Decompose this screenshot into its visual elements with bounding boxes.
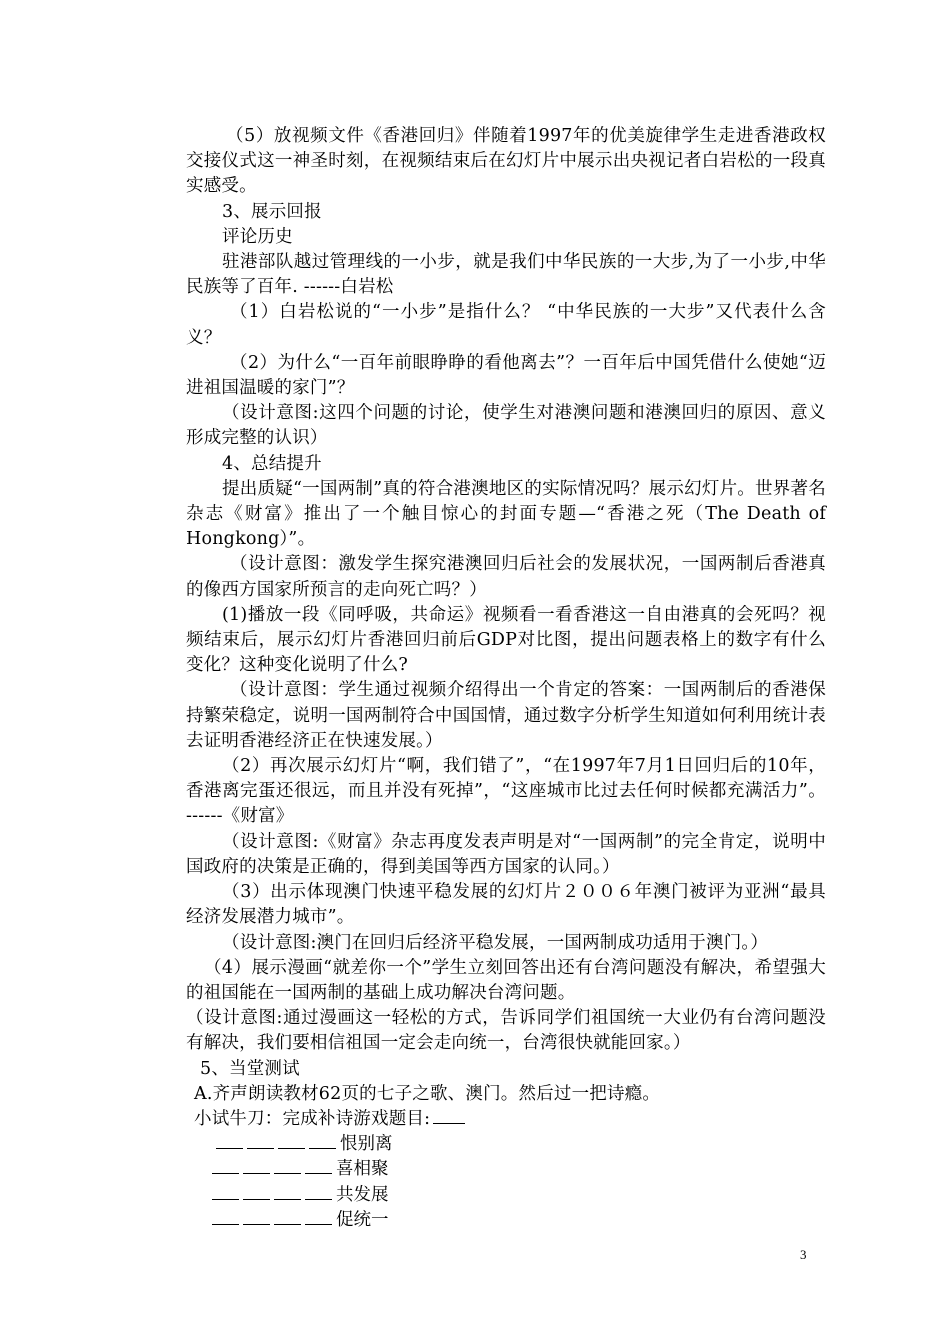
paragraph-video-gdp: (1)播放一段《同呼吸，共命运》视频看一看香港这一自由港真的会死吗？视频结束后，展示幻灯片香港回归前后GDP对比图，提出问题表格上的数字有什么变化？这种变化说明了什么?: [186, 604, 826, 676]
fill-poem-label: 小试牛刀：完成补诗游戏题目:: [194, 1108, 431, 1129]
paragraph-macau: （3）出示体现澳门快速平稳发展的幻灯片２００６年澳门被评为亚洲“最具经济发展潜力城市”。: [186, 882, 826, 928]
design-intent-1: （设计意图:这四个问题的讨论，使学生对港澳问题和港澳回归的原因、意义形成完整的认识）: [186, 403, 826, 449]
page-number: 3: [800, 1247, 807, 1262]
fill-blank: [305, 1208, 332, 1225]
poem-line-text: 促统一: [336, 1209, 389, 1230]
design-intent-5: （设计意图:澳门在回归后经济平稳发展，一国两制成功适用于澳门。）: [222, 932, 769, 953]
fill-blank: [309, 1132, 336, 1149]
fill-blank: [433, 1107, 465, 1124]
fill-blank: [274, 1157, 301, 1174]
fill-blank: [278, 1132, 305, 1149]
poem-line: [212, 1208, 826, 1233]
paragraph-fill-poem: [186, 1107, 826, 1132]
fill-blank: [216, 1132, 243, 1149]
fill-blank: [305, 1183, 332, 1200]
paragraph-taiwan-cartoon: （4）展示漫画“就差你一个”学生立刻回答出还有台湾问题没有解决，希望强大的祖国能在一国两制的基础上成功解决台湾问题。: [186, 957, 826, 1003]
paragraph-5-video: （5）放视频文件《香港回归》伴随着1997年的优美旋律学生走进香港政权交接仪式这一神圣时刻，在视频结束后在幻灯片中展示出央视记者白岩松的一段真实感受。: [186, 126, 826, 197]
fill-blank: [247, 1132, 274, 1149]
poem-fill-list: [186, 1132, 826, 1233]
fill-blank: [243, 1183, 270, 1200]
fill-blank: [274, 1208, 301, 1225]
paragraph-recite: A.齐声朗读教材62页的七子之歌、澳门。然后过一把诗瘾。: [194, 1083, 661, 1104]
fill-blank: [243, 1157, 270, 1174]
design-intent-4: （设计意图:《财富》杂志再度发表声明是对“一国两制”的完全肯定，说明中国政府的决策是正确的，得到美国等西方国家的认同。）: [186, 831, 826, 877]
poem-line: [212, 1157, 826, 1182]
heading-comment-history: 评论历史: [222, 226, 293, 247]
heading-summary: 4、总结提升: [222, 453, 322, 474]
question-1: （1）白岩松说的“一小步”是指什么？ “中华民族的一大步”又代表什么含义？: [186, 302, 826, 348]
paragraph-fortune-cover: 提出质疑“一国两制”真的符合港澳地区的实际情况吗？展示幻灯片。世界著名杂志《财富》推出了一个触目惊心的封面专题—“香港之死（The Death of Hongkong）”。: [186, 478, 826, 550]
question-2: （2）为什么“一百年前眼睁睁的看他离去”？一百年后中国凭借什么使她“迈进祖国温暖的家门”？: [186, 352, 826, 399]
poem-line-text: 喜相聚: [336, 1159, 389, 1180]
fill-blank: [274, 1183, 301, 1200]
document-body: [186, 124, 826, 1233]
poem-line: [212, 1183, 826, 1208]
heading-class-test: 5、当堂测试: [200, 1058, 300, 1079]
poem-line: [216, 1132, 826, 1157]
fill-blank: [212, 1157, 239, 1174]
fill-blank: [212, 1183, 239, 1200]
fill-blank: [305, 1157, 332, 1174]
fill-blank: [243, 1208, 270, 1225]
quote-bai-yansong: 驻港部队越过管理线的一小步，就是我们中华民族的一大步,为了一小步,中华民族等了百年. ------白岩松: [186, 252, 826, 298]
design-intent-6: （设计意图:通过漫画这一轻松的方式，告诉同学们祖国统一大业仍有台湾问题没有解决，我们要相信祖国一定会走向统一，台湾很快就能回家。）: [186, 1008, 826, 1054]
fill-blank: [212, 1208, 239, 1225]
heading-show-report: 3、展示回报: [222, 201, 322, 222]
paragraph-fortune-retraction: （2）再次展示幻灯片“啊，我们错了”，“在1997年7月1日回归后的10年，香港离完蛋还很远，而且并没有死掉”，“这座城市比过去任何时候都充满活力”。 ------《财富》: [186, 756, 826, 827]
design-intent-2: （设计意图：激发学生探究港澳回归后社会的发展状况，一国两制后香港真的像西方国家所预言的走向死亡吗？）: [186, 554, 826, 600]
poem-line-text: 共发展: [336, 1184, 389, 1205]
design-intent-3: （设计意图：学生通过视频介绍得出一个肯定的答案：一国两制后的香港保持繁荣稳定，说明一国两制符合中国国情，通过数字分析学生知道如何利用统计表去证明香港经济正在快速发展。）: [186, 680, 826, 751]
poem-line-text: 恨别离: [340, 1134, 393, 1155]
